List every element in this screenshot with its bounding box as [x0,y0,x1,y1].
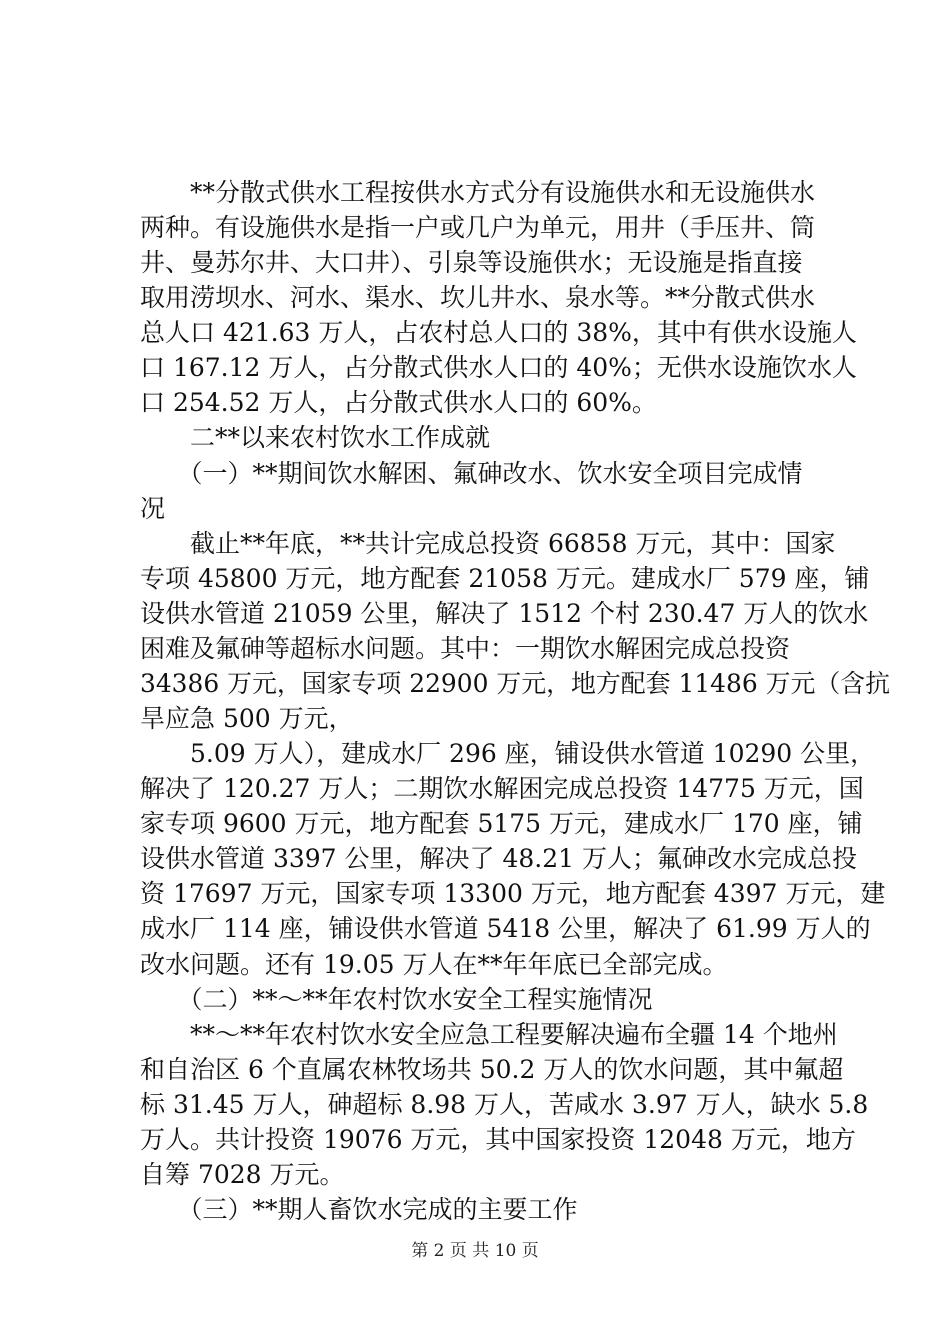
text-line: 设供水管道 21059 公里，解决了 1512 个村 230.47 万人的饮水 [140,599,869,628]
text-line: 设供水管道 3397 公里，解决了 48.21 万人；氟砷改水完成总投 [140,844,857,873]
subsection-heading: （三）**期人畜饮水完成的主要工作 [140,1195,578,1224]
text-line: 口 254.52 万人，占分散式供水人口的 60%。 [140,388,657,417]
text-line: **分散式供水工程按供水方式分有设施供水和无设施供水 [140,178,816,207]
subsection-heading: （二）**～**年农村饮水安全工程实施情况 [140,985,653,1014]
text-line: 成水厂 114 座，铺设供水管道 5418 公里，解决了 61.99 万人的 [140,914,871,943]
text-line: 标 31.45 万人，砷超标 8.98 万人，苦咸水 3.97 万人，缺水 5.8 [140,1090,869,1119]
page-footer: 第 2 页 共 10 页 [411,1241,539,1261]
section-heading: 二**以来农村饮水工作成就 [140,423,491,452]
text-line: 专项 45800 万元，地方配套 21058 万元。建成水厂 579 座，铺 [140,564,870,593]
text-line: 解决了 120.27 万人；二期饮水解困完成总投资 14775 万元，国 [140,774,864,803]
text-line: 截止**年底，**共计完成总投资 66858 万元，其中：国家 [140,529,836,558]
text-line: 5.09 万人），建成水厂 296 座，铺设供水管道 10290 公里， [140,739,876,768]
text-line: 和自治区 6 个直属农林牧场共 50.2 万人的饮水问题，其中氟超 [140,1055,844,1084]
text-line: **～**年农村饮水安全应急工程要解决遍布全疆 14 个地州 [140,1020,838,1049]
subsection-heading: （一）**期间饮水解困、氟砷改水、饮水安全项目完成情 [140,459,803,488]
text-line: 自筹 7028 万元。 [140,1160,345,1189]
text-line: 总人口 421.63 万人，占农村总人口的 38%，其中有供水设施人 [140,318,857,347]
text-line: 资 17697 万元，国家专项 13300 万元，地方配套 4397 万元，建 [140,879,886,908]
text-line: 两种。有设施供水是指一户或几户为单元，用井（手压井、筒 [140,213,816,242]
text-line: 改水问题。还有 19.05 万人在**年年底已全部完成。 [140,950,728,979]
text-line: 困难及氟砷等超标水问题。其中：一期饮水解困完成总投资 [140,634,791,663]
text-line: 万人。共计投资 19076 万元，其中国家投资 12048 万元，地方 [140,1125,856,1154]
text-line: 取用涝坝水、河水、渠水、坎儿井水、泉水等。**分散式供水 [140,283,816,312]
text-line: 口 167.12 万人，占分散式供水人口的 40%；无供水设施饮水人 [140,353,857,382]
text-line: 家专项 9600 万元，地方配套 5175 万元，建成水厂 170 座，铺 [140,809,863,838]
text-line: 井、曼苏尔井、大口井）、引泉等设施供水；无设施是指直接 [140,248,803,277]
text-line: 旱应急 500 万元， [140,704,354,733]
text-line: 34386 万元，国家专项 22900 万元，地方配套 11486 万元（含抗 [140,669,891,698]
subsection-heading: 况 [140,494,166,523]
